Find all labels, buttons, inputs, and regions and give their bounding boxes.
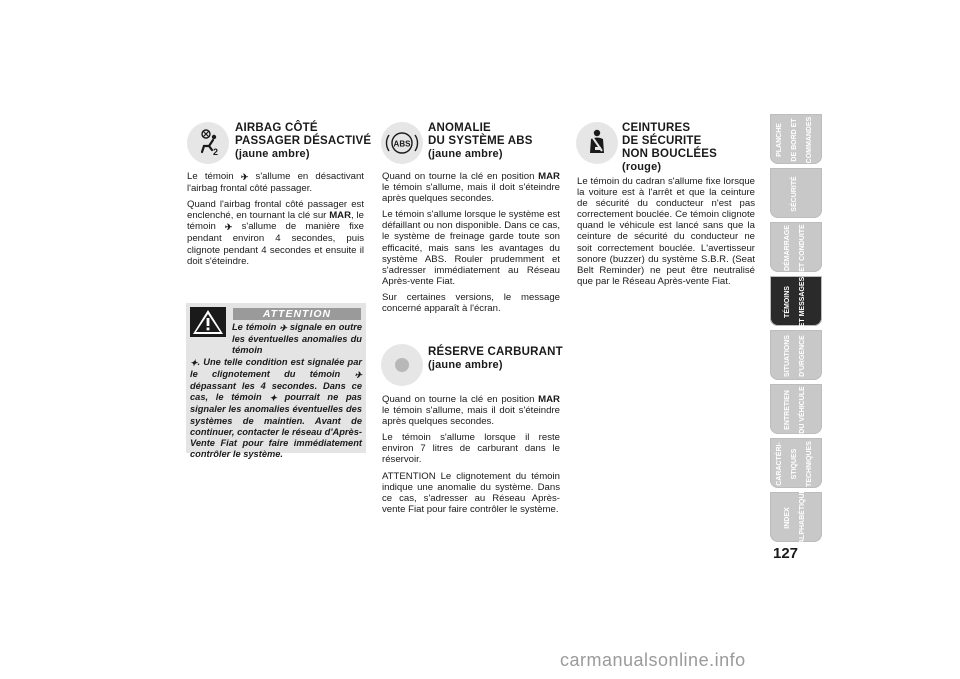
fuel-heading: RÉSERVE CARBURANT (jaune ambre) [428, 346, 563, 371]
abs-icon-label: ABS [393, 139, 411, 149]
tab-temoins[interactable]: TÉMOINS ET MESSAGES [770, 276, 822, 326]
tab-planche-de-bord[interactable]: PLANCHE DE BORD ET COMMANDES [770, 114, 822, 164]
airbag-inline-icon: ✈ [224, 222, 233, 233]
tab-demarrage[interactable]: DÉMARRAGE ET CONDUITE [770, 222, 822, 272]
warning-text: Le témoin ✈ signale en outre les éventuelles anomalies du témoin ✦. Une telle condition est signalée par le clignotement du témoin ✈ dépassant les 4 secondes. Dans ce cas, le témoin ✦ pourrait ne pas signaler les anomalies éventuelles des systèmes de maintien. Avant de continuer, contacter le réseau d'Après-Vente Fiat pour faire immédiatement contrôler le système. [190, 322, 363, 460]
footer-watermark: carmanualsonline.info [560, 650, 746, 670]
airbag-icon-badge: 2 [213, 147, 219, 157]
abs-heading: ANOMALIE DU SYSTÈME ABS (jaune ambre) [428, 122, 533, 160]
tab-caracteristiques[interactable]: CARACTÉRI- STIQUES TECHNIQUES [770, 438, 822, 488]
page-number: 127 [773, 545, 799, 562]
airbag-heading: AIRBAG CÔTÉ PASSAGER DÉSACTIVÉ (jaune ambre) [235, 122, 372, 160]
abs-text: Quand on tourne la clé en position MAR le témoin s'allume, mais il doit s'éteindre après quelques secondes. Le témoin s'allume lorsque le système est défaillant ou non disponible. Dans ce cas, le système de freinage garde toute son efficacité, mais sans les avantages du système ABS. Rouler prudemment et s'adresser immédiatement au Réseau Après-vente Fiat. Sur certaines versions, le message concerné apparaît à l'écran. [382, 171, 560, 315]
seatbelt-heading: CEINTURES DE SÉCURITE NON BOUCLÉES (rouge) [622, 122, 718, 173]
abs-warning-icon [381, 122, 423, 164]
tab-situations[interactable]: SITUATIONS D'URGENCE [770, 330, 822, 380]
seatbelt-text: Le témoin du cadran s'allume fixe lorsque la voiture est à l'arrêt et que la ceinture de sécurité du conducteur n'est pas correctement bouclée. Ce témoin clignote quand le véhicule est lancé sans que la ceinture de sécurité du conducteur ne soit correctement bouclée. L'avertisseur sonore (buzzer) du système S.B.R. (Seat Belt Reminder) ne peut être neutralisé que par le Réseau Après-vente Fiat. [577, 176, 755, 287]
warning-banner: ATTENTION [233, 308, 361, 320]
fuel-reserve-icon [381, 344, 423, 386]
airbag-inline-icon: ✈ [240, 172, 249, 182]
tab-index[interactable]: INDEX ALPHABÉTIQUE [770, 492, 822, 542]
airbag-text: Le témoin ✈ s'allume en désactivant l'airbag frontal côté passager. Quand l'airbag frontal côté passager est enclenché, en tournant la clé sur MAR, le témoin ✈ s'allume de manière fixe pendant environ 4 secondes, puis clignote pendant 4 secondes et ensuite il doit s'éteindre. [187, 171, 365, 267]
fuel-text: Quand on tourne la clé en position MAR le témoin s'allume, mais il doit s'éteindre après quelques secondes. Le témoin s'allume lorsque il reste environ 7 litres de carburant dans le réservoir. ATTENTION Le clignotement du témoin indique une anomalie du système. Dans ce cas, s'adresser au Réseau Après-vente Fiat pour faire contrôler le système. [382, 394, 560, 515]
tab-securite[interactable]: SÉCURITÉ [770, 168, 822, 218]
airbag-warning-icon [187, 122, 229, 164]
tab-entretien[interactable]: ENTRETIEN DU VÉHICULE [770, 384, 822, 434]
seatbelt-warning-icon [576, 122, 618, 164]
